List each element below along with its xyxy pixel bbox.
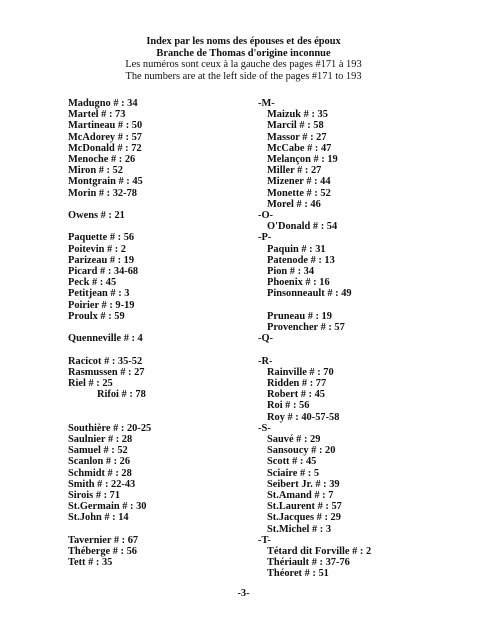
index-entry: Quenneville # : 4 — [68, 333, 143, 345]
section-letter: -O- — [258, 210, 274, 221]
page-header — [0, 36, 487, 82]
index-entry: McAdorey # : 57 — [68, 131, 142, 143]
index-entry: Mizener # : 44 — [267, 176, 331, 188]
index-entry: Théoret # : 51 — [267, 568, 329, 580]
index-entry: Sirois # : 71 — [68, 490, 121, 501]
index-entry: Marcil # : 58 — [267, 120, 324, 132]
section-letter: -Q- — [258, 333, 274, 345]
index-entry: Madugno # : 34 — [68, 98, 138, 109]
index-entry: Robert # : 45 — [267, 389, 326, 401]
index-entry: Smith # : 22-43 — [68, 478, 136, 490]
index-entry: Thériault # : 37-76 — [267, 557, 350, 569]
subtitle-english: The numbers are at the left side of the pages #171 to 193 — [125, 70, 362, 82]
section-letter: -S- — [258, 422, 271, 434]
index-entry: Schmidt # : 28 — [68, 467, 132, 479]
index-entry: Pion # : 34 — [267, 266, 315, 277]
index-entry: St.John # : 14 — [68, 512, 129, 524]
section-letter: -T- — [258, 534, 271, 546]
index-entry: Pruneau # : 19 — [267, 310, 332, 322]
index-entry: Poitevin # : 2 — [68, 243, 127, 255]
index-entry: Owens # : 21 — [68, 210, 125, 221]
index-entry: Phoenix # : 16 — [267, 277, 330, 289]
section-letter: -M- — [258, 98, 275, 109]
index-entry: Peck # : 45 — [68, 277, 117, 289]
title-line-1: Index par les noms des épouses et des époux — [146, 36, 341, 47]
index-entry: Seibert Jr. # : 39 — [267, 478, 340, 490]
index-entry: McCabe # : 47 — [267, 142, 332, 154]
index-entry: Tavernier # : 67 — [68, 534, 139, 546]
index-entry: Montgrain # : 45 — [68, 176, 143, 188]
index-entry: Sansoucy # : 20 — [267, 445, 336, 457]
index-entry: St.Germain # : 30 — [68, 501, 147, 513]
index-entry: Martineau # : 50 — [68, 120, 143, 132]
index-entry: Poirier # : 9-19 — [68, 299, 135, 311]
index-entry: Scanlon # : 26 — [68, 456, 131, 468]
index-entry: Monette # : 52 — [267, 187, 331, 199]
index-entry: St.Amand # : 7 — [267, 490, 334, 501]
index-entry: Théberge # : 56 — [68, 546, 137, 557]
index-entry: Provencher # : 57 — [267, 322, 345, 333]
index-entry: Morel # : 46 — [267, 198, 321, 210]
index-entry: Menoche # : 26 — [68, 154, 136, 165]
index-entry: O'Donald # : 54 — [267, 221, 338, 233]
index-entry: Rasmussen # : 27 — [68, 366, 145, 378]
index-entry: Paquin # : 31 — [267, 243, 326, 255]
index-entry: Scott # : 45 — [267, 456, 317, 468]
index-entry: Pinsonneault # : 49 — [267, 288, 352, 300]
section-letter: -P- — [258, 232, 272, 244]
index-entry: Sauvé # : 29 — [267, 434, 321, 445]
index-entry: Rainville # : 70 — [267, 366, 334, 378]
section-letter: -R- — [258, 355, 273, 367]
index-entry: Rifoi # : 78 — [97, 389, 146, 401]
index-entry: Proulx # : 59 — [68, 310, 125, 322]
index-entry: Racicot # : 35-52 — [68, 355, 143, 367]
index-entry: Paquette # : 56 — [68, 232, 135, 244]
index-entry: Riel # : 25 — [68, 378, 113, 389]
index-entry: Roy # : 40-57-58 — [267, 411, 340, 423]
index-entry: Southière # : 20-25 — [68, 422, 152, 434]
index-entry: Saulnier # : 28 — [68, 434, 133, 445]
index-entry: St.Laurent # : 57 — [267, 501, 342, 513]
page-number: -3- — [237, 588, 250, 599]
title-line-2: Branche de Thomas d'origine inconnue — [156, 47, 331, 59]
index-entry: St.Michel # : 3 — [267, 523, 332, 535]
index-entry: Tett # : 35 — [68, 557, 113, 569]
index-entry: Parizeau # : 19 — [68, 254, 135, 266]
index-entry: Ridden # : 77 — [267, 378, 327, 389]
index-entry: Morin # : 32-78 — [68, 187, 137, 199]
index-entry: McDonald # : 72 — [68, 142, 142, 154]
index-entry: Melançon # : 19 — [267, 154, 338, 165]
index-entry: Tétard dit Forville # : 2 — [267, 546, 372, 557]
subtitle-french: Les numéros sont ceux à la gauche des pages #171 à 193 — [125, 59, 362, 70]
index-entry: Miron # : 52 — [68, 165, 123, 177]
index-entry: Maizuk # : 35 — [267, 109, 328, 121]
index-entry: Roi # : 56 — [267, 400, 310, 412]
index-entry: Petitjean # : 3 — [68, 288, 130, 300]
index-entry: St.Jacques # : 29 — [267, 512, 341, 524]
index-entry: Picard # : 34-68 — [68, 266, 139, 277]
index-entry: Massor # : 27 — [267, 131, 327, 143]
index-entry: Miller # : 27 — [267, 165, 322, 177]
index-entry: Sciaire # : 5 — [267, 467, 320, 479]
index-entry: Samuel # : 52 — [68, 445, 128, 457]
index-entry: Patenode # : 13 — [267, 254, 335, 266]
index-entry: Martel # : 73 — [68, 109, 126, 121]
